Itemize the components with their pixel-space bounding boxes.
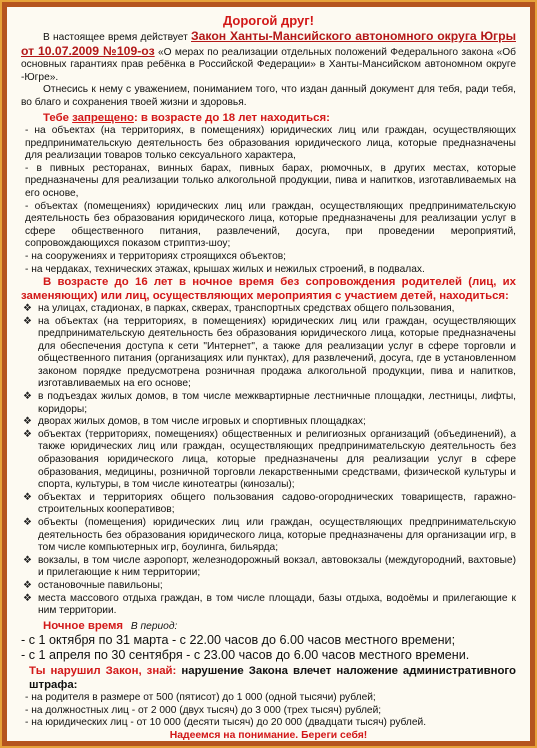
night-time-heading	[21, 620, 516, 634]
section1-list	[21, 125, 516, 276]
section2-item	[21, 555, 516, 580]
section2-item-text: места массового отдыха граждан, в том числе площади, базы отдыха, водоёмы и прилегающие к ним территории.	[38, 592, 516, 617]
bullet-diamond-icon: ❖	[23, 302, 32, 314]
section2-item-text: в подъездах жилых домов, в том числе межквартирные лестничные площадки, лестницы, лифты, коридоры;	[38, 391, 516, 415]
penalty-item: - на должностных лиц - от 2 000 (двух тысяч) до 3 000 (трех тысяч) рублей;	[25, 704, 382, 716]
section2-heading: В возрасте до 16 лет в ночное время без сопровождения родителей (лиц, их заменяющих) или лиц, осуществляющих мероприятия с участием детей, находиться:	[21, 276, 516, 302]
night-time-label: Ночное время	[43, 619, 124, 632]
section2-list	[21, 303, 516, 618]
bullet-diamond-icon: ❖	[23, 579, 32, 591]
penalty-item: - на юридических лиц - от 10 000 (десяти тысяч) до 20 000 (двадцати тысяч) рублей.	[25, 717, 427, 729]
bullet-diamond-icon: ❖	[23, 391, 32, 403]
intro-paragraph	[21, 30, 516, 84]
section2-item-text: вокзалы, в том числе аэропорт, железнодорожный вокзал, автовокзалы (междугородний, вахтовые) и прилегающие к ним территории;	[38, 554, 516, 579]
section2-item	[21, 316, 516, 392]
section1-heading-a: Тебе	[43, 111, 73, 124]
penalty-heading: Ты нарушил Закон, знай:	[29, 665, 177, 678]
section1-heading-c: : в возрасте до 18 лет находиться:	[133, 111, 330, 124]
night-time-line: - с 1 апреля по 30 сентября - с 23.00 часов до 6.00 часов местного времени.	[21, 648, 470, 663]
intro-prefix: В настоящее время действует	[43, 32, 192, 43]
section1-item: - на сооружениях и территориях строящихся объектов;	[25, 250, 286, 262]
section2-item	[21, 429, 516, 492]
section2-item	[21, 416, 516, 429]
night-period-label: В период:	[130, 620, 178, 632]
intro-respect-paragraph: Отнесись к нему с уважением, пониманием того, что издан данный документ для тебя, ради тебя, во благо и сохранения твоей жизни и здоровья.	[21, 84, 516, 108]
section1-item: - на чердаках, технических этажах, крышах жилых и нежилых строений, в подвалах.	[25, 263, 425, 275]
section2-item	[21, 517, 516, 555]
bullet-diamond-icon: ❖	[23, 315, 32, 327]
section2-item-text: на улицах, стадионах, в парках, скверах, транспортных средствах общего пользования,	[38, 302, 455, 314]
section1-item: - объектах (помещениях) юридических лиц или граждан, осуществляющих предпринимательскую деятельность без образования юридического лица, которые предназначены для реализации услуг в сфере общественного питания, развлечений, досуга, при проведении мероприятий, сопровождающихся показом стриптиз-шоу;	[25, 200, 516, 250]
section1-heading-forbidden: запрещено	[72, 111, 134, 124]
section2-item	[21, 593, 516, 618]
night-time-line: - с 1 октября по 31 марта - с 22.00 часов до 6.00 часов местного времени;	[21, 633, 456, 648]
section2-item	[21, 492, 516, 517]
section2-item	[21, 391, 516, 416]
penalty-text: нарушение Закона влечет наложение административного штрафа:	[29, 665, 516, 691]
section2-item-text: на объектах (на территориях, в помещениях) юридических лиц или граждан, осуществляющих предпринимательскую деятельность без образования юридического лица, которые предназначены для обеспечения доступа к сети "Интернет", а также для реализации услуг в сфере торговли и общественного питания (организациях или пунктах), для развлечений, досуга, где в установленном законом порядке предусмотрена розничная продажа алкогольной продукции, пива и напитков, изготавливаемых на его основе;	[38, 315, 516, 390]
intro-suffix: «О мерах по реализации отдельных положений Федерального закона «Об основных гарантиях прав ребёнка в Российской Федерации» в Ханты-Мансийском автономном округе -Югре».	[21, 46, 516, 83]
leaflet-title: Дорогой друг!	[222, 13, 315, 28]
section2-item	[21, 580, 516, 593]
bullet-diamond-icon: ❖	[23, 428, 32, 440]
footer-text: Надеемся на понимание. Береги себя!	[169, 729, 368, 741]
bullet-diamond-icon: ❖	[23, 491, 32, 503]
section2-item-text: объектах и территориях общего пользования садово-огороднических товариществ, гаражно-строительных кооперативов;	[38, 491, 516, 516]
section2-item-text: объекты (помещения) юридических лиц или граждан, осуществляющих предпринимательскую деятельность без образования юридического лица, которые предназначены для организации игр, в том числе компьютерных игр, боулинга, бильярда;	[38, 517, 516, 554]
bullet-diamond-icon: ❖	[23, 554, 32, 566]
law-name: Закон Ханты-Мансийского автономного округа Югры от 10.07.2009 №109-оз	[21, 29, 516, 58]
bullet-diamond-icon: ❖	[23, 517, 32, 528]
section2-item	[21, 303, 516, 316]
bullet-diamond-icon: ❖	[23, 416, 32, 428]
section1-item: - на объектах (на территориях, в помещениях) юридических лиц или граждан, осуществляющих предпринимательскую деятельность без образования юридического лица, которые предназначены для реализации товаров только сексуального характера,	[25, 124, 516, 162]
bullet-diamond-icon: ❖	[23, 592, 32, 604]
penalty-item: - на родителя в размере от 500 (пятисот) до 1 000 (одной тысячи) рублей;	[25, 692, 376, 704]
section2-item-text: дворах жилых домов, в том числе игровых и спортивных площадках;	[38, 416, 366, 428]
penalty-list	[21, 692, 516, 730]
penalty-paragraph	[21, 665, 516, 692]
section2-item-text: объектах (территориях, помещениях) общественных и религиозных организаций (объединений), а также юридических лиц или граждан, осуществляющих предпринимательскую деятельность без образования юридического лица, которые предназначены для реализации услуг в сфере образования, медицины, розничной торговли лекарственными средствами, физической культуры и спорта, культуры, в том числе кинотеатры (кинозалы);	[38, 428, 516, 491]
section1-item: - в пивных ресторанах, винных барах, пивных барах, рюмочных, в других местах, которые предназначены для реализации только алкогольной продукции, пива и напитков, изготавливаемых на его основе,	[25, 162, 516, 199]
section1-heading	[21, 112, 516, 125]
section2-item-text: остановочные павильоны;	[38, 579, 163, 591]
